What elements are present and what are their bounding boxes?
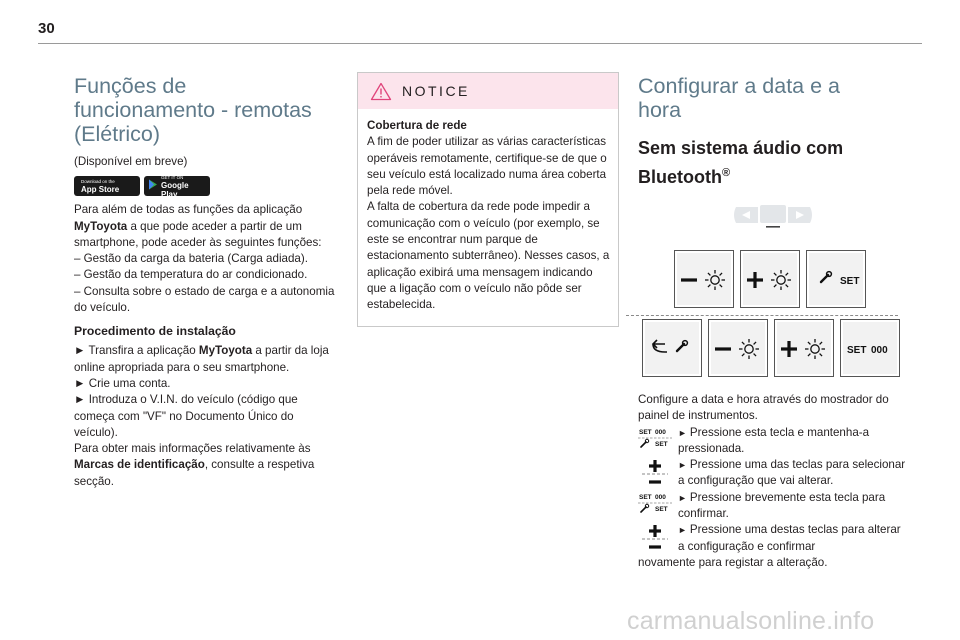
notice-title: NOTICE	[402, 83, 470, 99]
title-line: hora	[638, 98, 682, 122]
svg-text:000: 000	[871, 345, 888, 356]
svg-text:000: 000	[655, 428, 666, 436]
function-item: – Gestão da temperatura do ar condicionado.	[74, 268, 308, 282]
app-store-badge[interactable]	[74, 176, 140, 196]
install-step: ► Crie uma conta.	[74, 376, 171, 390]
page-number: 30	[38, 20, 55, 37]
function-item: – Gestão da carga da bateria (Carga adiada).	[74, 252, 308, 266]
notice-text: A fim de poder utilizar as várias características operáveis remotamente, certifique-se de que o seu veículo está localizado numa área coberta pela rede móvel. A falta de cobertura da rede pode impedir a comunicação com o veículo (por exemplo, se este se encontrar num parque de estacionamento subterrâneo). Nesses casos, a aplicação exibirá uma mensagem indicando que a ligação com o veículo não pôde ser estabelecida.	[367, 135, 610, 312]
badge-store-name: Google Play	[161, 180, 189, 199]
step-text: ► Pressione uma das teclas para selecionar a configuração que vai alterar.	[678, 458, 906, 488]
warning-triangle-icon	[370, 82, 392, 101]
set-000-wrench-icon	[638, 490, 672, 523]
svg-text:SET: SET	[655, 440, 668, 448]
more-info-text: Para obter mais informações relativamente às Marcas de identificação, consulte a respetiva secção.	[74, 442, 315, 488]
step-text: ► Pressione esta tecla e mantenha-a pressionada.	[678, 425, 870, 455]
title-line: (Elétrico)	[74, 122, 161, 146]
title-line: Funções de	[74, 74, 187, 98]
notice-header	[358, 73, 618, 109]
svg-text:SET: SET	[639, 493, 652, 501]
closing-text: novamente para registar a alteração.	[638, 555, 828, 569]
subtitle-line: Bluetooth	[638, 167, 722, 187]
instruction-step	[638, 490, 906, 523]
instruction-step	[638, 425, 906, 458]
plus-minus-icon	[638, 522, 672, 555]
registered-mark: ®	[721, 167, 731, 179]
date-time-title	[638, 74, 906, 122]
google-play-icon	[148, 179, 158, 193]
google-play-badge[interactable]	[144, 174, 210, 199]
install-step: ► Transfira a aplicação MyToyota a partir da loja online apropriada para o seu smartphone.	[74, 344, 329, 374]
badge-caption: GET IT ON	[161, 174, 184, 180]
watermark: carmanualsonline.info	[627, 607, 875, 635]
plus-brightness-key	[740, 250, 800, 308]
app-intro-text: Para além de todas as funções da aplicação MyToyota a que pode aceder a partir de um smartphone, pode aceder às seguintes funções:	[74, 203, 322, 249]
step-text: ► Pressione brevemente esta tecla para confirmar.	[678, 490, 886, 521]
instrument-panel-illustration	[730, 201, 816, 229]
subtitle-line: Sem sistema áudio com	[638, 138, 844, 158]
svg-text:000: 000	[655, 493, 666, 501]
minus-brightness-key	[708, 319, 768, 377]
date-time-section	[638, 74, 906, 190]
svg-text:SET: SET	[655, 505, 668, 513]
install-heading: Procedimento de instalação	[74, 324, 236, 339]
title-line: Configurar a data e a	[638, 74, 840, 98]
remote-functions-title	[74, 74, 336, 146]
no-bluetooth-subtitle	[638, 136, 906, 190]
svg-text:SET: SET	[639, 428, 652, 436]
store-badges	[74, 174, 336, 199]
date-time-intro: Configure a data e hora através do mostrador do painel de instrumentos.	[638, 393, 889, 423]
availability-note: (Disponível em breve)	[74, 155, 188, 168]
set-000-key	[840, 319, 900, 377]
badge-store-name: App Store	[81, 185, 120, 195]
instruction-step	[638, 457, 906, 490]
notice-box	[357, 72, 619, 327]
instruction-step	[638, 522, 906, 555]
header-rule	[38, 43, 922, 44]
remote-functions-section	[74, 74, 336, 490]
function-item: – Consulta sobre o estado de carga e a autonomia do veículo.	[74, 284, 335, 315]
plus-brightness-key	[774, 319, 834, 377]
install-step: ► Introduza o V.I.N. do veículo (código que começa com "VF" no Documento Único do veículo).	[74, 393, 298, 439]
notice-heading: Cobertura de rede	[367, 119, 467, 132]
svg-text:SET: SET	[847, 345, 867, 356]
set-000-wrench-icon	[638, 425, 672, 458]
wrench-set-key	[806, 250, 866, 308]
back-wrench-key	[642, 319, 702, 377]
badge-caption: Download on the	[81, 179, 115, 185]
keypad-divider	[626, 315, 898, 316]
plus-minus-icon	[638, 457, 672, 490]
step-text: ► Pressione uma destas teclas para alterar a configuração e confirmar	[678, 523, 901, 553]
svg-text:SET: SET	[840, 276, 860, 287]
title-line: funcionamento - remotas	[74, 98, 312, 122]
date-time-steps	[638, 392, 906, 571]
minus-brightness-key	[674, 250, 734, 308]
